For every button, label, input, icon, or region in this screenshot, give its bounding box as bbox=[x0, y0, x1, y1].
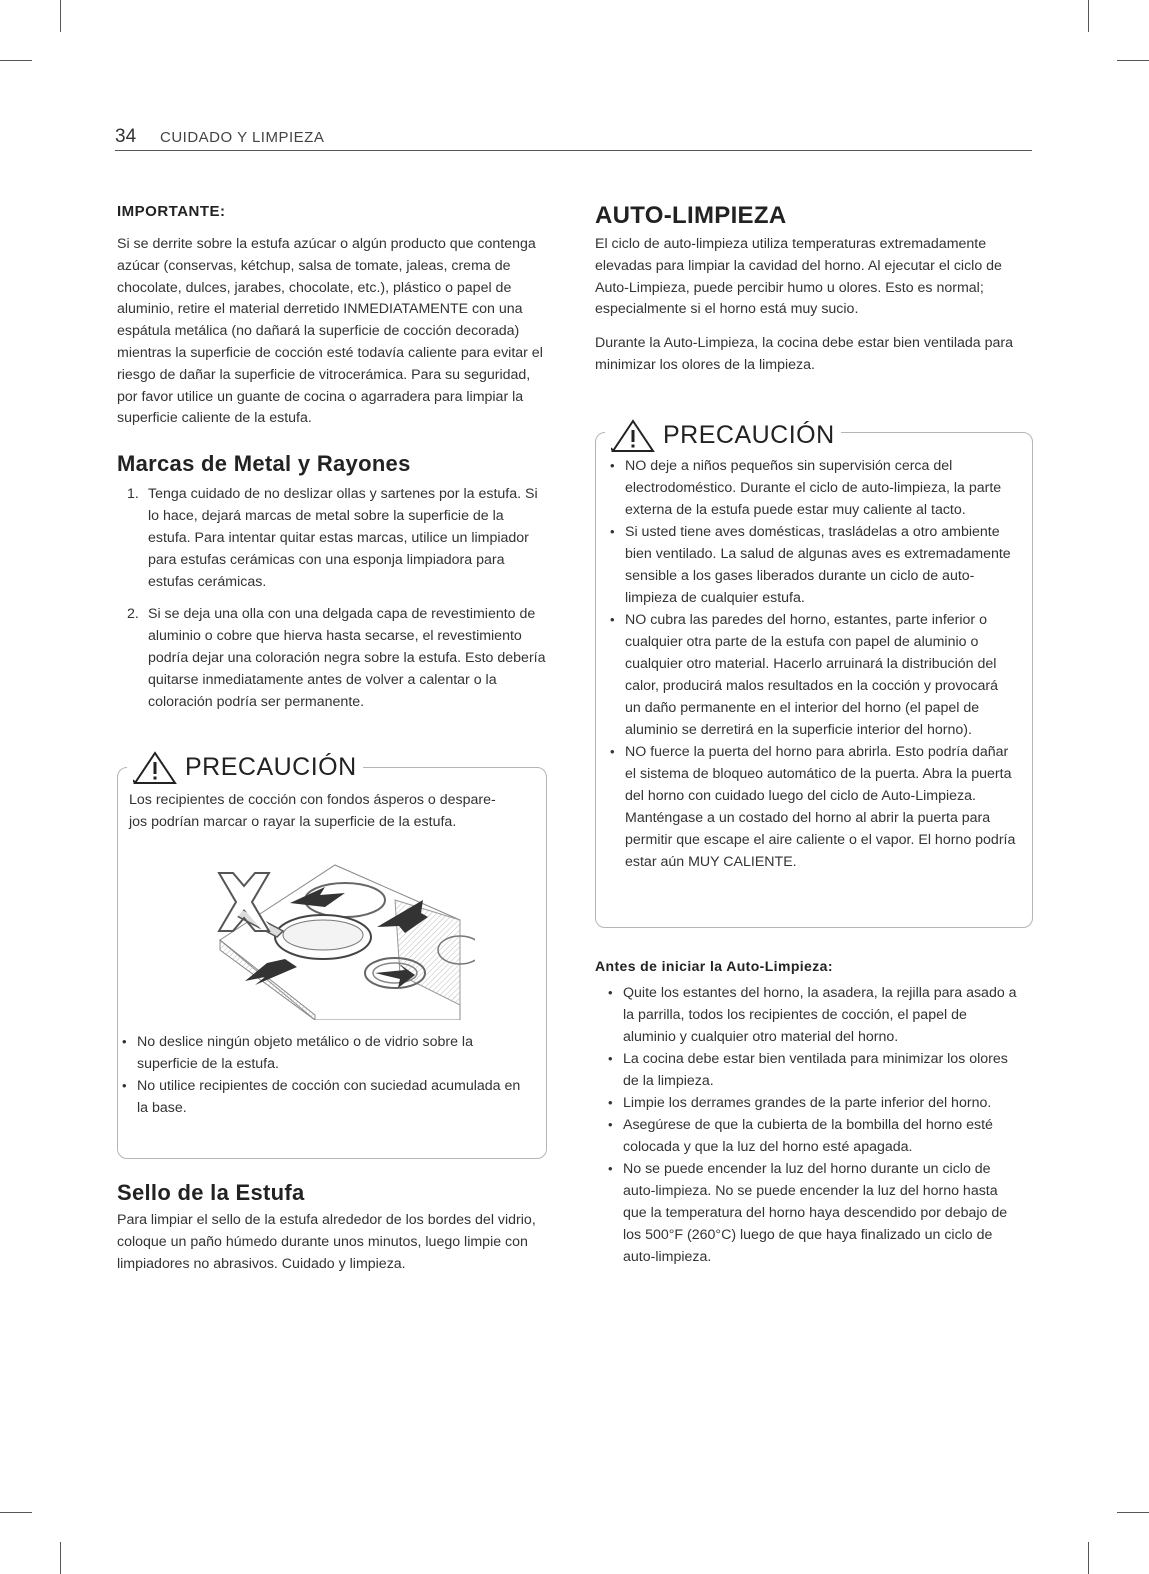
section-title: CUIDADO Y LIMPIEZA bbox=[160, 129, 325, 146]
page-header bbox=[115, 126, 1032, 151]
list-item: • Limpie los derrames grandes de la parte inferior del horno. bbox=[608, 1095, 992, 1111]
list-item: • NO fuerce la puerta del horno para abrirla. Esto podría dañar el sistema de bloqueo automático de la puerta. Abra la puerta del horno con cuidado luego del ciclo de Auto-Limpieza. Manténgase a un costado del horno al abrir la puerta para permitir que escape el aire caliente o el vapor. El horno podría estar aún MUY CALIENTE. bbox=[610, 744, 1016, 870]
crop-mark bbox=[1117, 1512, 1149, 1513]
list-item: 1. Tenga cuidado de no deslizar ollas y sartenes por la estufa. Si lo hace, dejará marcas de metal sobre la superficie de la estufa. Para intentar quitar estas marcas, utilice un limpiador para estufas cerámicas con una esponja limpiadora para estufas cerámicas. bbox=[127, 486, 538, 590]
list-item: • Quite los estantes del horno, la asadera, la rejilla para asado a la parrilla, todos los recipientes de cocción, el papel de aluminio y cualquier otro material del horno. bbox=[608, 985, 1017, 1045]
crop-mark bbox=[0, 60, 32, 61]
list-item: • NO cubra las paredes del horno, estantes, parte inferior o cualquier otra parte de la estufa con papel de aluminio o cualquier otro material. Hacerlo arruinará la distribución del calor, producirá malos resultados en la cocción y provocará un daño permanente en el interior del horno (el papel de aluminio se derretirá en la superficie interior del horno). bbox=[610, 612, 999, 738]
crop-mark bbox=[1088, 1542, 1089, 1574]
caution-bullets-left bbox=[119, 1031, 534, 1119]
before-bullets bbox=[605, 982, 1020, 1268]
important-heading: IMPORTANTE: bbox=[117, 203, 226, 220]
caution-bullets-right bbox=[607, 455, 1017, 873]
metal-steps bbox=[115, 483, 547, 723]
list-item: • No deslice ningún objeto metálico o de vidrio sobre la superficie de la estufa. bbox=[122, 1034, 473, 1072]
list-item: • NO deje a niños pequeños sin supervisión cerca del electrodoméstico. Durante el ciclo de auto-limpieza, la parte externa de la estufa puede estar muy caliente al tacto. bbox=[610, 458, 1002, 518]
list-item: • Asegúrese de que la cubierta de la bombilla del horno esté colocada y que la luz del horno esté apagada. bbox=[608, 1117, 993, 1155]
list-item: • No utilice recipientes de cocción con suciedad acumulada en la base. bbox=[122, 1078, 521, 1116]
list-item: • No se puede encender la luz del horno durante un ciclo de auto-limpieza. No se puede encender la luz del horno hasta que la temperatura del horno haya descendido por debajo de los 500°F (260°C) luego de que haya finalizado un ciclo de auto-limpieza. bbox=[608, 1161, 1008, 1265]
before-heading: Antes de iniciar la Auto-Limpieza: bbox=[595, 958, 833, 974]
caution-label: PRECAUCIÓN bbox=[185, 752, 357, 781]
auto-clean-heading: AUTO-LIMPIEZA bbox=[595, 202, 787, 229]
page-number: 34 bbox=[115, 126, 137, 147]
auto-clean-p1: El ciclo de auto-limpieza utiliza temperaturas extremadamente elevadas para limpiar la cavidad del horno. Al ejecutar el ciclo de Auto-Limpieza, puede percibir humo u olores. Esto es normal; especialmente si el horno está muy sucio. bbox=[595, 236, 1002, 318]
seal-text: Para limpiar el sello de la estufa alrededor de los bordes del vidrio, coloque un paño húmedo durante unos minutos, luego limpie con limpiadores no abrasivos. Cuidado y limpieza. bbox=[117, 1212, 536, 1272]
warning-triangle-icon bbox=[133, 750, 177, 784]
seal-heading: Sello de la Estufa bbox=[117, 1180, 305, 1205]
caution-label: PRECAUCIÓN bbox=[663, 420, 835, 449]
crop-mark bbox=[1117, 60, 1149, 61]
list-item: 2. Si se deja una olla con una delgada capa de revestimiento de aluminio o cobre que hierva hasta secarse, el revestimiento podría dejar una coloración negra sobre la estufa. Esto debería quitarse inmediatamente antes de volver a calentar o la coloración podría ser permanente. bbox=[127, 606, 546, 710]
crop-mark bbox=[0, 1512, 32, 1513]
crop-mark bbox=[60, 0, 61, 32]
crop-mark bbox=[60, 1542, 61, 1574]
auto-clean-p2: Durante la Auto-Limpieza, la cocina debe estar bien ventilada para minimizar los olores de la limpieza. bbox=[595, 335, 1014, 373]
warning-triangle-icon bbox=[611, 418, 655, 452]
cooktop-illustration bbox=[195, 855, 475, 1020]
list-item: • La cocina debe estar bien ventilada para minimizar los olores de la limpieza. bbox=[608, 1051, 1008, 1089]
important-text: Si se derrite sobre la estufa azúcar o algún producto que contenga azúcar (conservas, kétchup, salsa de tomate, jaleas, crema de chocolate, dulces, jarabes, chocolate, etc.), plástico o papel de aluminio, retire el material derretido INMEDIATAMENTE con una espátula metálica (no dañará la superficie de cocción decorada) mientras la superficie de cocción esté todavía caliente para evitar el riesgo de dañar la superficie de vitrocerámica. Para su seguridad, por favor utilice un guante de cocina o agarradera para limpiar la superficie caliente de la estufa. bbox=[117, 236, 543, 427]
caution-intro-left: Los recipientes de cocción con fondos ásperos o despare- jos podrían marcar o rayar la superficie de la estufa. bbox=[129, 792, 496, 830]
caution-title-left bbox=[127, 750, 363, 784]
metal-heading: Marcas de Metal y Rayones bbox=[117, 451, 411, 476]
list-item: • Si usted tiene aves domésticas, trasládelas a otro ambiente bien ventilado. La salud de algunas aves es extremadamente sensible a los gases liberados durante un ciclo de auto-limpieza de cualquier estufa. bbox=[610, 524, 1011, 606]
crop-mark bbox=[1088, 0, 1089, 32]
caution-title-right bbox=[605, 418, 841, 452]
